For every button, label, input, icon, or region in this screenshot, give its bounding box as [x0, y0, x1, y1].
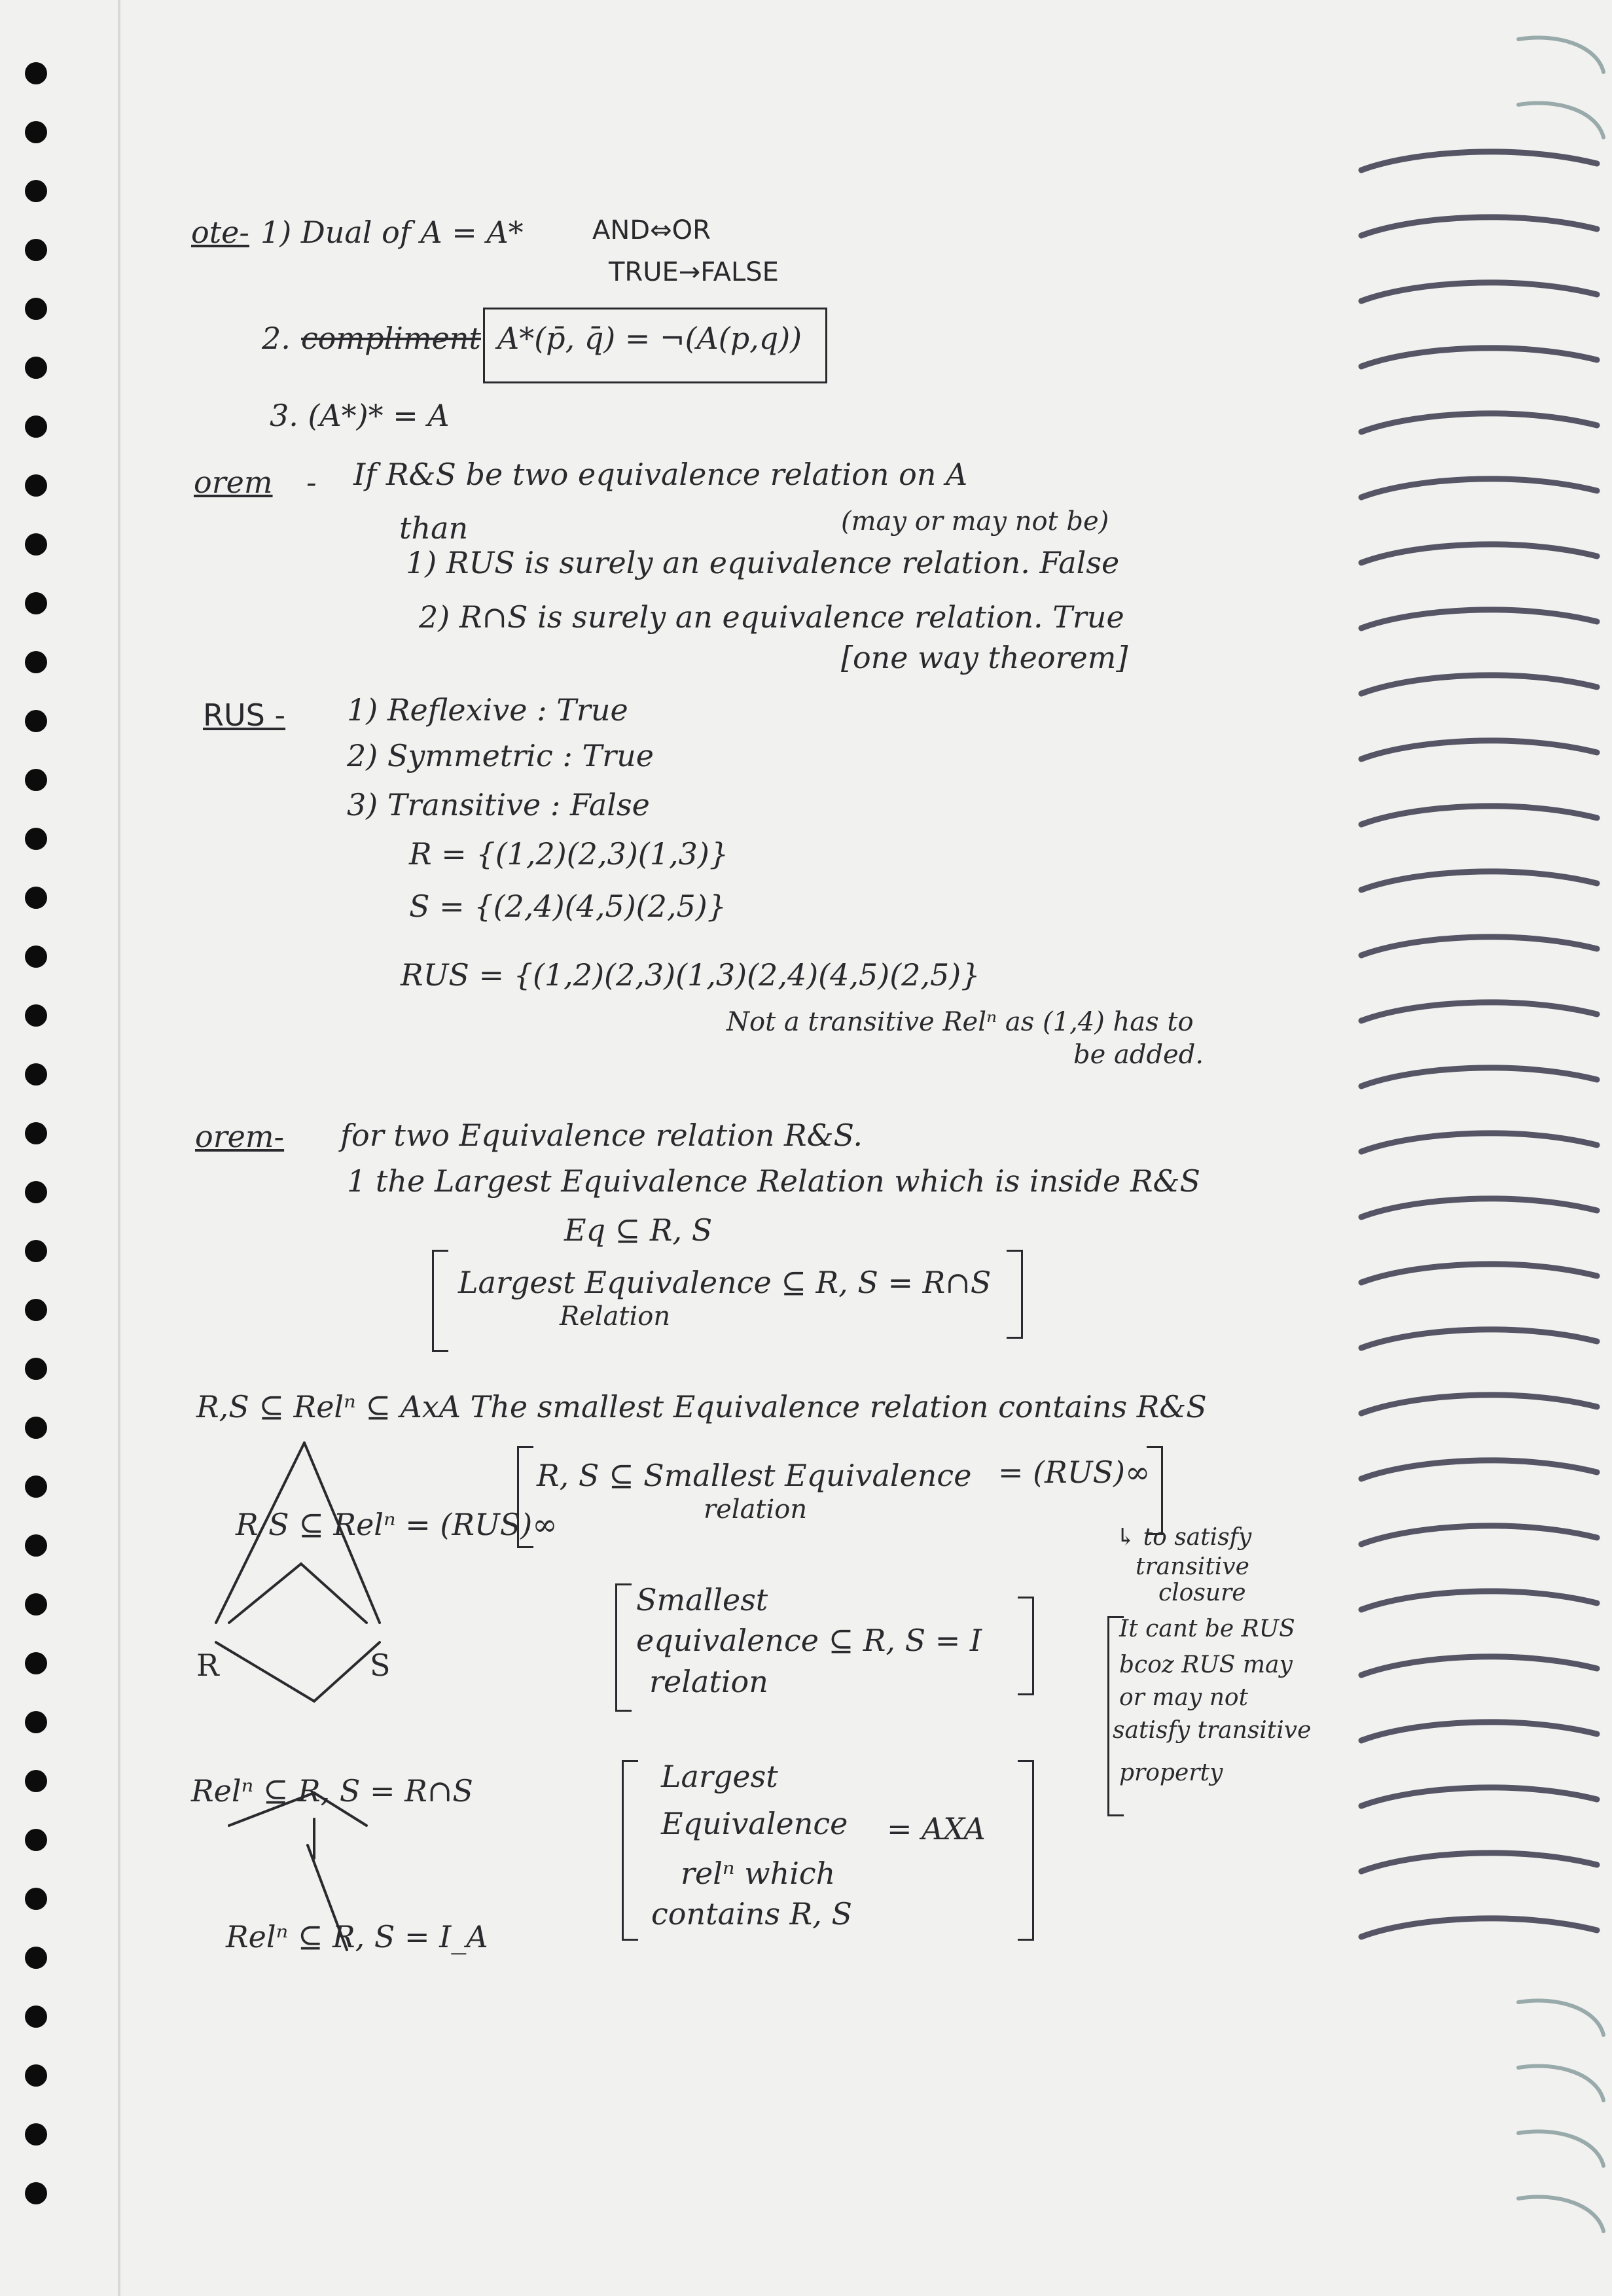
hole — [25, 1475, 47, 1498]
diagram-bottom-label: Relⁿ ⊆ R, S = I_A — [226, 1919, 488, 1954]
page-margin-edge — [118, 0, 120, 2296]
relation-s: S = {(2,4)(4,5)(2,5)} — [409, 889, 726, 924]
hole — [25, 1358, 47, 1380]
smallest-i-line-3: relation — [649, 1664, 768, 1699]
diagram-node-r: R — [196, 1648, 219, 1683]
section-label-note: ote- — [191, 215, 249, 250]
smallest-box-eq: = (RUS)∞ — [998, 1455, 1151, 1490]
hole — [25, 2123, 47, 2146]
diagram-top-label: R/S ⊆ Relⁿ = (RUS)∞ — [236, 1507, 558, 1542]
hole — [25, 1652, 47, 1674]
hole — [25, 1829, 47, 1851]
theorem-1-aside: (may or may not be) — [841, 506, 1109, 537]
hole — [25, 62, 47, 84]
dual-line: 1) Dual of A = A* — [260, 215, 524, 250]
side-note-4: It cant be RUS — [1119, 1616, 1295, 1642]
rus-transitive: 3) Transitive : False — [347, 787, 650, 822]
hole — [25, 828, 47, 850]
hole — [25, 1181, 47, 1203]
smallest-bracket-left — [615, 1583, 632, 1712]
hole — [25, 121, 47, 143]
and-or-note: AND⇔OR — [592, 215, 711, 245]
hole — [25, 887, 47, 909]
diagram-middle-label: Relⁿ ⊆ R, S = R∩S — [191, 1773, 473, 1809]
theorem-2-label: orem- — [195, 1119, 285, 1154]
theorem-1-statement: If R&S be two equivalence relation on A — [353, 457, 968, 492]
box-bracket-left — [432, 1250, 448, 1352]
theorem-2-line-3: Eq ⊆ R, S — [564, 1212, 713, 1248]
rus-reflexive: 1) Reflexive : True — [347, 692, 628, 728]
rus-symmetric: 2) Symmetric : True — [347, 738, 654, 773]
hole — [25, 2064, 47, 2087]
rus-not-transitive-note: Not a transitive Relⁿ as (1,4) has to — [726, 1007, 1194, 1037]
smallest-bracket-right — [1018, 1597, 1034, 1695]
theorem-1-label: orem — [194, 465, 273, 500]
side-note-8: property — [1119, 1759, 1223, 1786]
hole — [25, 2182, 47, 2204]
hole — [25, 298, 47, 320]
smallest-i-line-1: Smallest — [636, 1582, 768, 1617]
complement-word: compliment — [301, 321, 481, 356]
hole — [25, 180, 47, 202]
side-note-3: closure — [1158, 1580, 1246, 1606]
hole — [25, 945, 47, 968]
theorem-2-statement: for two Equivalence relation R&S. — [340, 1118, 863, 1153]
hole — [25, 1888, 47, 1910]
hole — [25, 357, 47, 379]
largest-axa-line-1: Largest — [661, 1759, 778, 1794]
relation-rus: RUS = {(1,2)(2,3)(1,3)(2,4)(4,5)(2,5)} — [401, 957, 980, 993]
hole — [25, 415, 47, 438]
theorem-1-note: [one way theorem] — [841, 640, 1128, 675]
true-false-note: TRUE→FALSE — [609, 257, 779, 287]
side-note-1: ↳ to satisfy — [1116, 1524, 1252, 1551]
largest-axa-line-2: Equivalence — [661, 1806, 848, 1841]
largest-axa-line-4: contains R, S — [651, 1896, 852, 1932]
hole — [25, 1004, 47, 1027]
largest-equivalence-box: Largest Equivalence ⊆ R, S = R∩S — [458, 1265, 992, 1300]
largest-axa-eq: = AXA — [887, 1811, 986, 1846]
hole — [25, 769, 47, 791]
spiral-binding — [1322, 0, 1612, 2296]
double-dual-line: 3. (A*)* = A — [270, 398, 450, 433]
side-note-7: satisfy transitive — [1113, 1717, 1312, 1744]
rus-not-transitive-note-2: be added. — [1073, 1040, 1204, 1070]
complement-number: 2. — [262, 321, 291, 356]
hole — [25, 1947, 47, 1969]
side-note-6: or may not — [1119, 1684, 1249, 1711]
relation-r: R = {(1,2)(2,3)(1,3)} — [409, 836, 729, 872]
hole — [25, 1534, 47, 1557]
hole — [25, 239, 47, 261]
hole — [25, 1770, 47, 1792]
hole — [25, 1593, 47, 1616]
hole — [25, 1240, 47, 1262]
hole — [25, 1417, 47, 1439]
hole — [25, 533, 47, 556]
largest-bracket-left — [622, 1760, 638, 1941]
hole — [25, 1711, 47, 1733]
largest-bracket-right — [1018, 1760, 1034, 1941]
side-bracket-left — [1107, 1616, 1124, 1816]
largest-axa-line-3: relⁿ which — [681, 1856, 836, 1891]
hole — [25, 1063, 47, 1086]
smallest-box-line-1: R, S ⊆ Smallest Equivalence — [537, 1458, 972, 1493]
smallest-i-line-2: equivalence ⊆ R, S = I — [636, 1623, 982, 1658]
smallest-section-heading: R,S ⊆ Relⁿ ⊆ AxA The smallest Equivalence relation contains R&S — [196, 1389, 1207, 1424]
rus-label: RUS - — [203, 698, 286, 733]
diagram-node-s: S — [370, 1648, 391, 1683]
theorem-1-intersection-claim: 2) R∩S is surely an equivalence relation. True — [419, 599, 1124, 635]
theorem-1-than: than — [399, 510, 469, 546]
hole — [25, 2005, 47, 2028]
side-note-5: bcoz RUS may — [1119, 1651, 1293, 1678]
hole — [25, 474, 47, 497]
theorem-1-union-claim: 1) RUS is surely an equivalence relation. False — [406, 545, 1120, 580]
theorem-2-line-2: 1 the Largest Equivalence Relation which is inside R&S — [347, 1163, 1200, 1199]
side-note-2: transitive — [1136, 1553, 1249, 1580]
hole — [25, 651, 47, 673]
largest-equivalence-box-2: Relation — [560, 1301, 671, 1332]
hole — [25, 1122, 47, 1144]
hole — [25, 1299, 47, 1321]
hole — [25, 710, 47, 732]
complement-formula: A*(p̄, q̄) = ¬(A(p,q)) — [497, 321, 802, 356]
box-bracket-right — [1007, 1250, 1023, 1339]
smallest-box-line-2: relation — [704, 1494, 808, 1525]
hole — [25, 592, 47, 614]
theorem-1-dash: - — [306, 465, 317, 500]
